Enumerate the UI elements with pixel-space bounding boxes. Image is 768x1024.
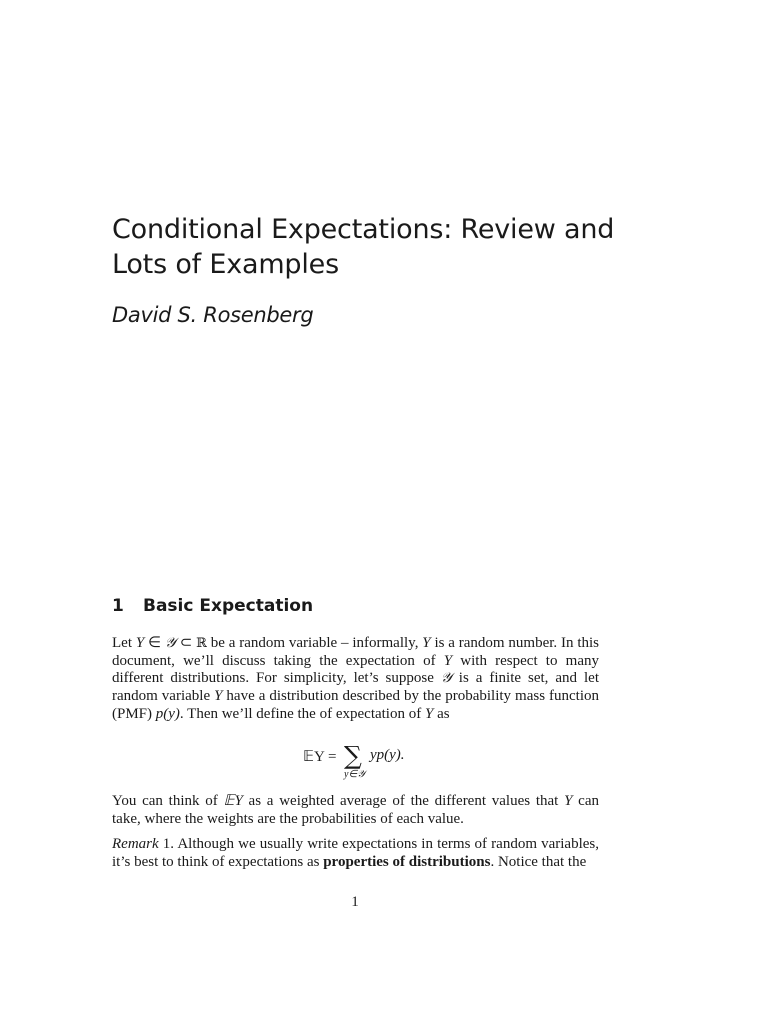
text: have a distribution described by the probability mass function (PMF) <box>112 688 599 722</box>
math-reals: ℝ <box>196 636 207 651</box>
paragraph-remark <box>112 836 599 871</box>
paragraph-intro <box>112 635 599 724</box>
math-var: Y <box>443 652 453 669</box>
text: ⊂ <box>175 635 197 651</box>
remark-number: 1. <box>158 836 175 852</box>
math-var: Y <box>214 688 223 705</box>
text: can take, where the weights are the probabilities of each value. <box>112 793 599 827</box>
math-var: Y <box>422 635 431 651</box>
math-pmf: p(y) <box>155 705 180 722</box>
text: ∈ <box>144 635 165 651</box>
paper-title: Conditional Expectations: Review and Lots of Examples <box>112 214 615 280</box>
math-set: 𝒴 <box>440 670 452 687</box>
math-set: 𝒴 <box>164 635 176 651</box>
text: . Notice that the <box>490 853 587 870</box>
section-title: Basic Expectation <box>143 596 314 616</box>
summation-symbol: ∑ <box>344 741 362 770</box>
text: be a random variable – informally, <box>206 635 423 651</box>
math-var: Y <box>424 705 434 722</box>
text: Let <box>112 635 136 651</box>
text: Although we usually write expectations in terms of random variables, it’s best to think of expectations as <box>112 836 600 870</box>
expectation-equation <box>303 742 463 782</box>
bold-text: properties of distributions <box>323 853 491 870</box>
text: as <box>433 705 450 722</box>
text: . Then we’ll define the of expectation of <box>179 705 425 722</box>
summation-index: y∈𝒴 <box>344 769 365 780</box>
author-name: David S. Rosenberg <box>112 303 314 327</box>
remark-label: Remark <box>112 836 159 852</box>
text: is a finite set, and let random variable <box>112 670 599 705</box>
text: with respect to many different distributions. For simplicity, let’s suppose <box>112 652 599 687</box>
text: You can think of <box>112 793 224 809</box>
equation-rhs: yp(y). <box>370 747 405 763</box>
math-expectation: 𝔼Y <box>223 793 243 809</box>
text: is a random number. In this document, we’ll discuss taking the expectation of <box>112 635 599 669</box>
equation-lhs: 𝔼Y = <box>303 749 337 765</box>
text: as a weighted average of the different values that <box>242 793 565 809</box>
paragraph-weighted-average <box>112 793 599 828</box>
page-number: 1 <box>351 894 359 910</box>
section-heading <box>112 596 313 616</box>
section-number: 1 <box>112 596 124 616</box>
math-var: Y <box>135 635 145 651</box>
math-var: Y <box>564 793 573 809</box>
